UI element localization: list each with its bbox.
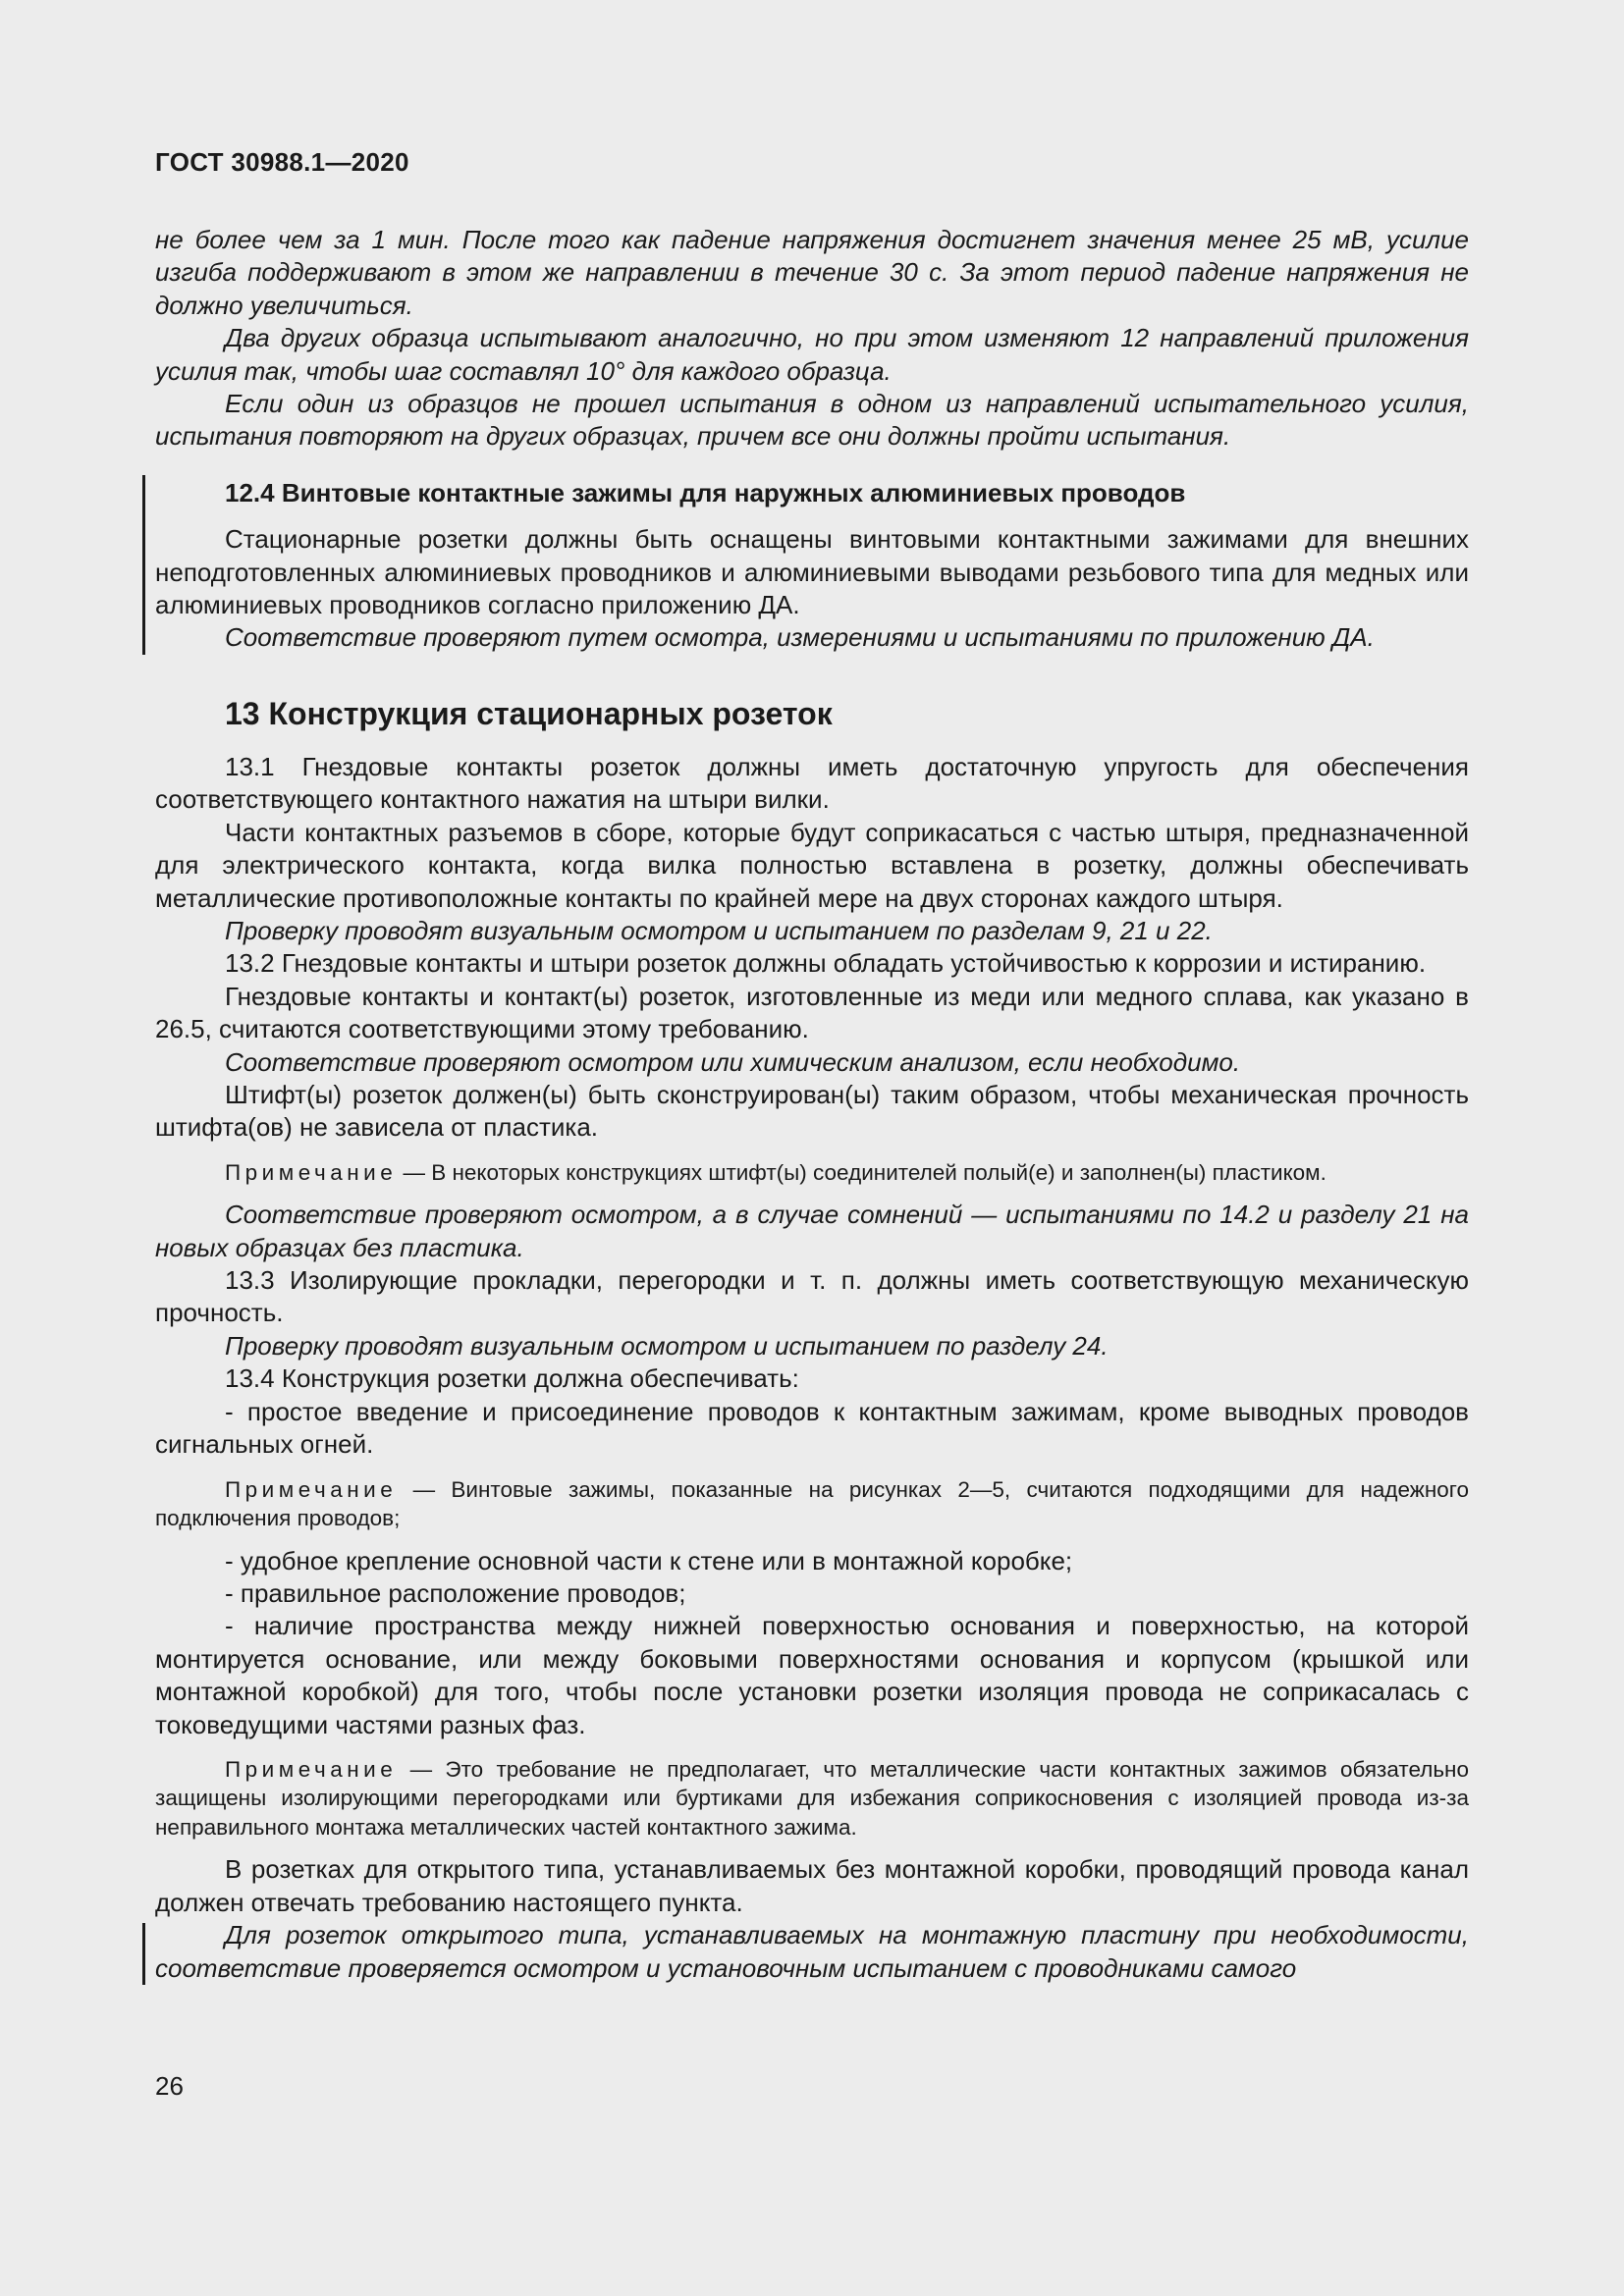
note-label: Примечание — [225, 1159, 398, 1185]
paragraph: Если один из образцов не прошел испытания в одном из направлений испытательного усилия, испытания повторяют на других образцах, причем все они должны пройти испытания. — [155, 389, 1469, 452]
list-item: - простое введение и присоединение проводов к контактным зажимам, кроме выводных проводов сигнальных огней. — [155, 1396, 1469, 1460]
paragraph: Два других образца испытывают аналогично, но при этом изменяют 12 направлений приложения усилия так, чтобы шаг составлял 10° для каждого образца. — [155, 323, 1469, 386]
list-item: - удобное крепление основной части к стене или в монтажной коробке; — [225, 1545, 1073, 1575]
paragraph: Соответствие проверяют осмотром, а в случае сомнений — испытаниями по 14.2 и разделу 21 на новых образцах без пластика. — [155, 1200, 1469, 1262]
paragraph: Проверку проводят визуальным осмотром и испытанием по разделу 24. — [225, 1330, 1109, 1361]
list-item: - наличие пространства между нижней поверхностью основания и поверхностью, на которой монтируется основание, или между боковыми поверхностями основания и корпусом (крышкой или монтажной коробкой) для того, чтобы после установки розетки изоляция провода не соприкасалась с токоведущими частями разных фаз. — [155, 1611, 1469, 1739]
list-item: - правильное расположение проводов; — [225, 1577, 686, 1608]
document-body — [155, 224, 1469, 1985]
note-label: Примечание — [225, 1756, 398, 1782]
paragraph: 13.3 Изолирующие прокладки, перегородки и т. п. должны иметь соответствующую механическую прочность. — [155, 1265, 1469, 1328]
note — [155, 1755, 1469, 1842]
paragraph: Части контактных разъемов в сборе, которые будут соприкасаться с частью штыря, предназначенной для электрического контакта, когда вилка полностью вставлена в розетку, должны обеспечивать металлические противоположные контакты по крайней мере на двух сторонах каждого штыря. — [155, 817, 1469, 913]
change-marked-block — [155, 475, 1469, 655]
note-text: — Винтовые зажимы, показанные на рисунках 2—5, считаются подходящими для надежного подключения проводов; — [155, 1476, 1469, 1530]
paragraph: В розетках для открытого типа, устанавливаемых без монтажной коробки, проводящий провода канал должен отвечать требованию настоящего пункта. — [155, 1854, 1469, 1917]
paragraph: не более чем за 1 мин. После того как падение напряжения достигнет значения менее 25 мВ, усилие изгиба поддерживают в этом же направлении в течение 30 с. За этот период падение напряжения не должно увеличиться. — [155, 225, 1469, 320]
subsection-heading-12-4: 12.4 Винтовые контактные зажимы для наружных алюминиевых проводов — [225, 477, 1186, 507]
paragraph: Штифт(ы) розеток должен(ы) быть сконструирован(ы) таким образом, чтобы механическая прочность штифта(ов) не зависела от пластика. — [155, 1079, 1469, 1143]
paragraph: Для розеток открытого типа, устанавливаемых на монтажную пластину при необходимости, соответствие проверяется осмотром и установочным испытанием с проводниками самого — [155, 1920, 1469, 1983]
note-text: — В некоторых конструкциях штифт(ы) соединителей полый(е) и заполнен(ы) пластиком. — [397, 1159, 1326, 1185]
paragraph: 13.4 Конструкция розетки должна обеспечивать: — [225, 1363, 799, 1394]
page-number: 26 — [155, 2071, 184, 2101]
note — [155, 1475, 1469, 1533]
paragraph: 13.2 Гнездовые контакты и штыри розеток должны обладать устойчивостью к коррозии и истиранию. — [225, 948, 1427, 979]
document-header: ГОСТ 30988.1—2020 — [155, 147, 409, 177]
note-label: Примечание — [225, 1476, 398, 1502]
change-marked-block — [155, 1919, 1469, 1985]
note-text: — Это требование не предполагает, что металлические части контактных зажимов обязательно защищены изолирующими перегородками или буртиками для избежания соприкосновения с изоляцией провода из-за неправильного монтажа металлических частей контактного зажима. — [155, 1756, 1469, 1840]
paragraph: 13.1 Гнездовые контакты розеток должны иметь достаточную упругость для обеспечения соответствующего контактного нажатия на штыри вилки. — [155, 751, 1469, 815]
section-heading-13: 13 Конструкция стационарных розеток — [225, 695, 833, 731]
paragraph: Проверку проводят визуальным осмотром и испытанием по разделам 9, 21 и 22. — [225, 915, 1213, 945]
paragraph: Стационарные розетки должны быть оснащены винтовыми контактными зажимами для внешних неподготовленных алюминиевых проводников и алюминиевыми выводами резьбового типа для медных или алюминиевых проводников согласно приложению ДА. — [155, 524, 1469, 620]
paragraph: Соответствие проверяют путем осмотра, измерениями и испытаниями по приложению ДА. — [225, 622, 1375, 653]
paragraph: Гнездовые контакты и контакт(ы) розеток, изготовленные из меди или медного сплава, как указано в 26.5, считаются соответствующими этому требованию. — [155, 981, 1469, 1044]
note — [155, 1158, 1469, 1188]
paragraph: Соответствие проверяют осмотром или химическим анализом, если необходимо. — [225, 1046, 1241, 1077]
